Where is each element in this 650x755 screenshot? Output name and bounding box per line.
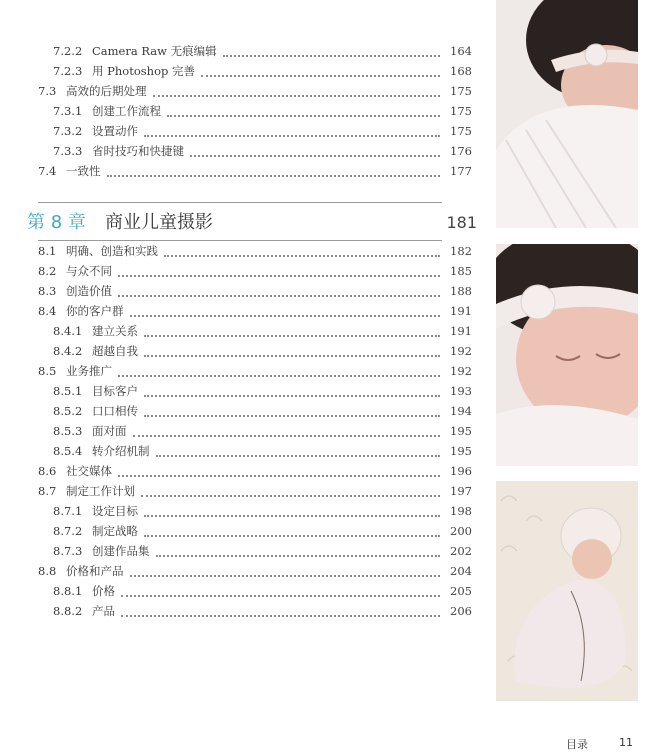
- toc-entry-number: 8.3: [38, 284, 57, 298]
- toc-dot-leader: [156, 541, 440, 561]
- toc-entry-number: 8.7.2: [53, 524, 83, 538]
- toc-entry-page: 191: [450, 324, 472, 338]
- toc-entry[interactable]: [0, 301, 490, 321]
- toc-entry-page: 195: [450, 424, 472, 438]
- toc-dot-leader: [118, 361, 440, 381]
- toc-dot-leader: [130, 561, 440, 581]
- baby-photo-2: [496, 244, 638, 466]
- toc-entry-page: 164: [450, 44, 472, 58]
- toc-entry[interactable]: [0, 481, 490, 501]
- toc-dot-leader: [144, 521, 440, 541]
- toc-entry-page: 202: [450, 544, 472, 558]
- toc-entry-number: 8.5: [38, 364, 57, 378]
- toc-entry-title: 口口相传: [92, 404, 138, 418]
- toc-entry-page: 197: [450, 484, 472, 498]
- toc-entry-title: 设置动作: [92, 124, 138, 138]
- toc-entry-page: 195: [450, 444, 472, 458]
- toc-entry-number: 8.5.1: [53, 384, 83, 398]
- toc-entry-number: 8.5.4: [53, 444, 83, 458]
- toc-dot-leader: [153, 81, 440, 101]
- toc-entry[interactable]: [0, 441, 490, 461]
- toc-entry[interactable]: [0, 401, 490, 421]
- toc-entry-page: 175: [450, 124, 472, 138]
- toc-entry-number: 8.7: [38, 484, 57, 498]
- toc-dot-leader: [156, 441, 440, 461]
- toc-entry[interactable]: [0, 521, 490, 541]
- toc-entry-title: Camera Raw 无痕编辑: [92, 44, 217, 58]
- toc-dot-leader: [201, 61, 440, 81]
- toc-dot-leader: [144, 401, 440, 421]
- toc-dot-leader: [121, 601, 440, 621]
- toc-entry[interactable]: [0, 101, 490, 121]
- toc-entry-number: 7.3.3: [53, 144, 83, 158]
- chapter-page-number: 181: [446, 213, 477, 232]
- toc-entry-page: 192: [450, 344, 472, 358]
- toc-entry[interactable]: [0, 281, 490, 301]
- toc-entry-page: 194: [450, 404, 472, 418]
- toc-entry-title: 价格和产品: [66, 564, 124, 578]
- toc-entry-number: 7.2.2: [53, 44, 83, 58]
- toc-entry-number: 8.2: [38, 264, 57, 278]
- toc-entry[interactable]: [0, 501, 490, 521]
- toc-entry-title: 转介绍机制: [92, 444, 150, 458]
- toc-entry-title: 建立关系: [92, 324, 138, 338]
- toc-entry-title: 制定战略: [92, 524, 138, 538]
- toc-entry-number: 7.4: [38, 164, 57, 178]
- chapter-heading[interactable]: [27, 208, 477, 238]
- toc-entry-page: 193: [450, 384, 472, 398]
- toc-dot-leader: [144, 121, 440, 141]
- toc-entry[interactable]: [0, 381, 490, 401]
- toc-entry-title: 一致性: [66, 164, 101, 178]
- toc-dot-leader: [144, 381, 440, 401]
- toc-entry-page: 206: [450, 604, 472, 618]
- chapter-top-rule: [38, 202, 442, 203]
- toc-entry[interactable]: [0, 341, 490, 361]
- toc-entry-number: 8.7.1: [53, 504, 83, 518]
- toc-entry[interactable]: [0, 121, 490, 141]
- toc-entry-title: 省时技巧和快捷键: [92, 144, 184, 158]
- toc-dot-leader: [144, 321, 440, 341]
- toc-entry-number: 8.5.3: [53, 424, 83, 438]
- toc-entry-page: 175: [450, 104, 472, 118]
- toc-entry-number: 8.7.3: [53, 544, 83, 558]
- toc-entry-title: 设定目标: [92, 504, 138, 518]
- toc-entry[interactable]: [0, 81, 490, 101]
- chapter-title: 商业儿童摄影: [105, 212, 213, 233]
- toc-entry-page: 177: [450, 164, 472, 178]
- toc-dot-leader: [118, 261, 440, 281]
- chapter-label: 第 8 章: [27, 212, 86, 233]
- toc-dot-leader: [223, 41, 440, 61]
- toc-entry[interactable]: [0, 541, 490, 561]
- toc-entry-title: 创造价值: [66, 284, 112, 298]
- toc-entry[interactable]: [0, 41, 490, 61]
- toc-entry-title: 社交媒体: [66, 464, 112, 478]
- toc-entry-number: 8.5.2: [53, 404, 83, 418]
- toc-entry-number: 8.8.1: [53, 584, 83, 598]
- toc-entry-title: 用 Photoshop 完善: [92, 64, 196, 78]
- toc-dot-leader: [118, 281, 440, 301]
- toc-dot-leader: [190, 141, 440, 161]
- toc-entry-title: 明确、创造和实践: [66, 244, 158, 258]
- toc-dot-leader: [107, 161, 440, 181]
- toc-dot-leader: [144, 501, 440, 521]
- toc-dot-leader: [164, 241, 440, 261]
- toc-entry[interactable]: [0, 241, 490, 261]
- toc-entry-page: 185: [450, 264, 472, 278]
- toc-entry[interactable]: [0, 161, 490, 181]
- toc-entry-page: 192: [450, 364, 472, 378]
- toc-entry[interactable]: [0, 601, 490, 621]
- toc-entry-number: 8.8.2: [53, 604, 83, 618]
- toc-entry[interactable]: [0, 421, 490, 441]
- toc-entry-page: 205: [450, 584, 472, 598]
- toc-entry[interactable]: [0, 141, 490, 161]
- toc-entry-title: 面对面: [92, 424, 127, 438]
- toc-entry-number: 7.2.3: [53, 64, 83, 78]
- toc-entry[interactable]: [0, 461, 490, 481]
- toc-entry-title: 制定工作计划: [66, 484, 135, 498]
- toc-entry-number: 8.4: [38, 304, 57, 318]
- toc-dot-leader: [118, 461, 440, 481]
- toc-entry-number: 7.3: [38, 84, 57, 98]
- toc-entry-title: 创建工作流程: [92, 104, 161, 118]
- toc-entry[interactable]: [0, 261, 490, 281]
- toc-entry-title: 产品: [92, 604, 115, 618]
- footer-page-number: 11: [619, 736, 633, 749]
- toc-entry-page: 196: [450, 464, 472, 478]
- toc-entry-page: 191: [450, 304, 472, 318]
- toc-entry-page: 204: [450, 564, 472, 578]
- toc-entry-title: 高效的后期处理: [66, 84, 147, 98]
- toc-dot-leader: [130, 301, 440, 321]
- footer-section-label: 目录: [566, 738, 588, 751]
- toc-dot-leader: [141, 481, 440, 501]
- toc-entry-page: 200: [450, 524, 472, 538]
- toc-entry-number: 8.4.1: [53, 324, 83, 338]
- toc-entry-title: 超越自我: [92, 344, 138, 358]
- toc-entry-page: 176: [450, 144, 472, 158]
- baby-photo-3: [496, 481, 638, 701]
- toc-entry-number: 7.3.2: [53, 124, 83, 138]
- toc-dot-leader: [144, 341, 440, 361]
- toc-entry-number: 7.3.1: [53, 104, 83, 118]
- toc-dot-leader: [167, 101, 440, 121]
- toc-entry-number: 8.4.2: [53, 344, 83, 358]
- toc-entry-page: 175: [450, 84, 472, 98]
- toc-entry[interactable]: [0, 581, 490, 601]
- toc-entry[interactable]: [0, 361, 490, 381]
- toc-entry-title: 价格: [92, 584, 115, 598]
- toc-dot-leader: [121, 581, 440, 601]
- toc-entry[interactable]: [0, 321, 490, 341]
- toc-entry-title: 目标客户: [92, 384, 138, 398]
- toc-entry[interactable]: [0, 561, 490, 581]
- toc-dot-leader: [133, 421, 440, 441]
- toc-entry-title: 业务推广: [66, 364, 112, 378]
- toc-entry-page: 182: [450, 244, 472, 258]
- toc-entry-page: 198: [450, 504, 472, 518]
- toc-entry-number: 8.1: [38, 244, 57, 258]
- toc-entry-title: 与众不同: [66, 264, 112, 278]
- toc-entry-number: 8.6: [38, 464, 57, 478]
- toc-entry-page: 188: [450, 284, 472, 298]
- toc-entry[interactable]: [0, 61, 490, 81]
- toc-entry-page: 168: [450, 64, 472, 78]
- baby-photo-1: [496, 0, 638, 228]
- toc-entry-title: 你的客户群: [66, 304, 124, 318]
- toc-entry-number: 8.8: [38, 564, 57, 578]
- toc-entry-title: 创建作品集: [92, 544, 150, 558]
